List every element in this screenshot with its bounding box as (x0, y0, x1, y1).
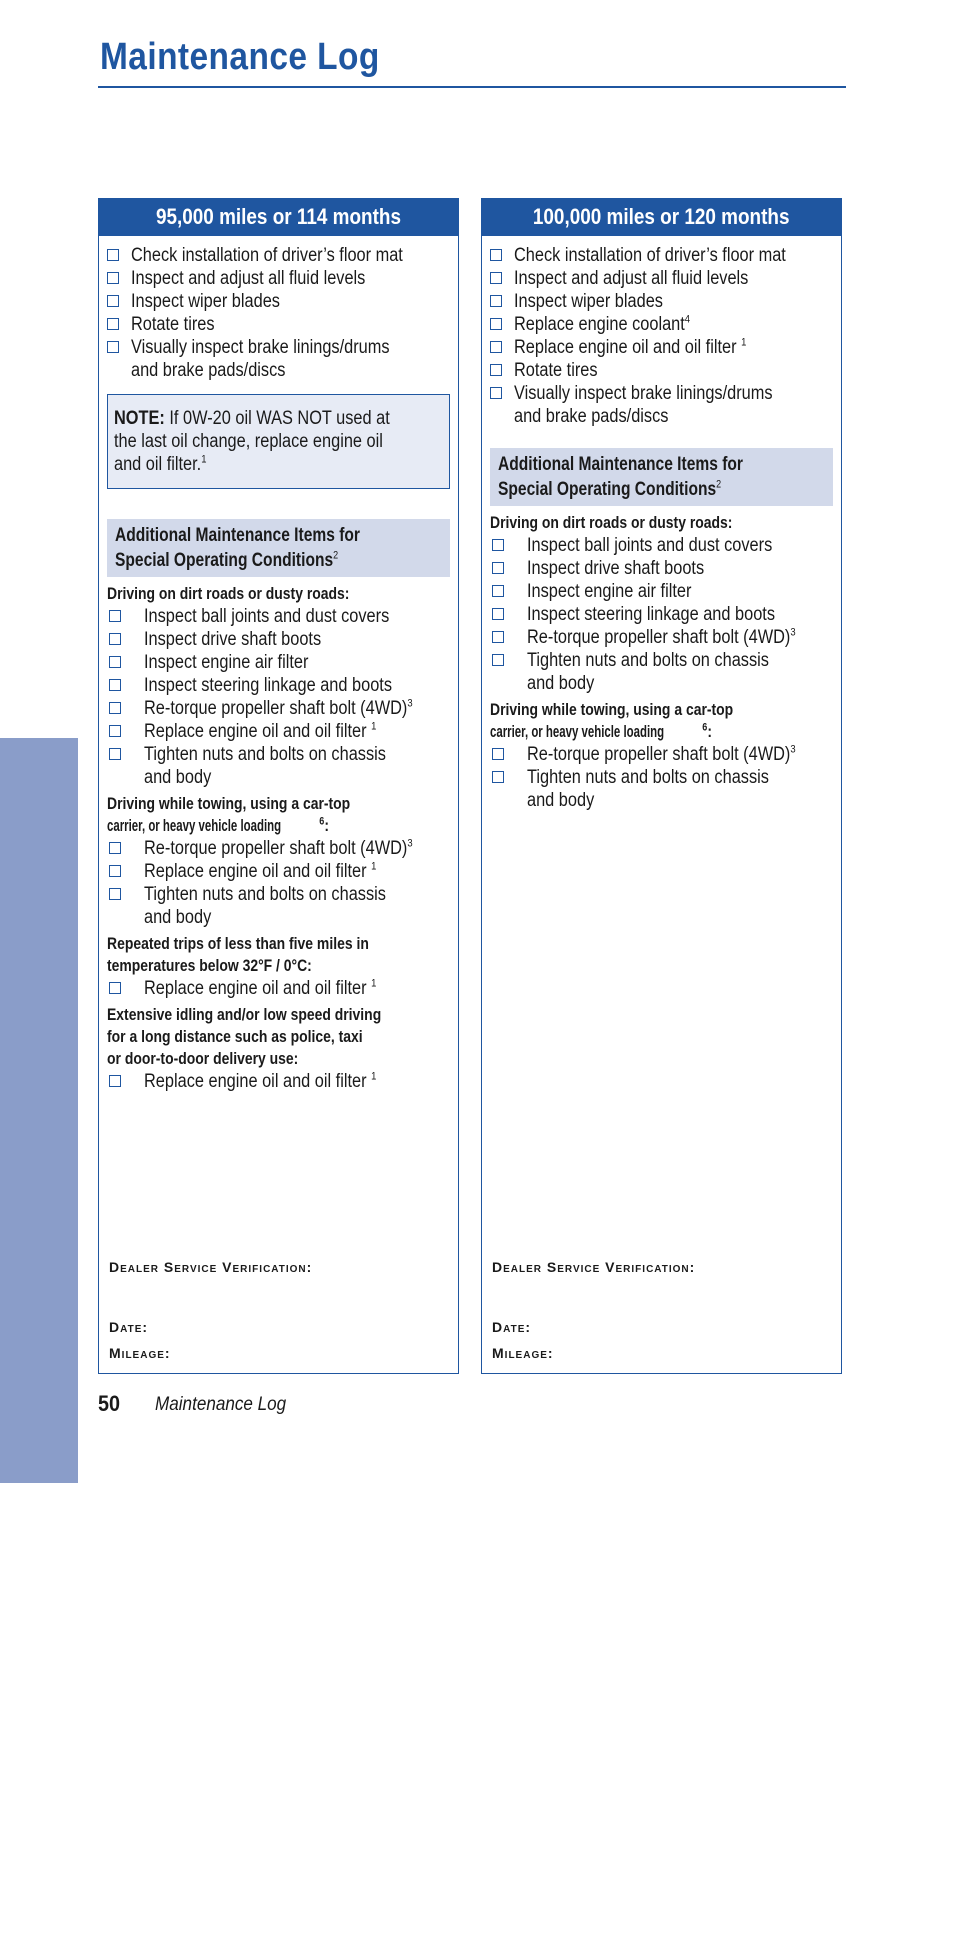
page-title: Maintenance Log (100, 36, 380, 78)
checkbox-icon[interactable] (490, 364, 502, 376)
page-number: 50 (98, 1391, 121, 1416)
condition-heading: Driving on dirt roads or dusty roads: (490, 513, 733, 532)
checklist-item[interactable]: Inspect and adjust all fluid levels (107, 267, 458, 290)
checkbox-icon[interactable] (109, 842, 121, 854)
checklist-item[interactable]: Replace engine oil and oil filter $^1$ (490, 336, 841, 359)
checkbox-icon[interactable] (109, 725, 121, 737)
checklist-item[interactable]: Replace engine oil and oil filter $^1$ (107, 720, 458, 743)
checkbox-icon[interactable] (490, 318, 502, 330)
checkbox-icon[interactable] (490, 295, 502, 307)
checklist-item[interactable]: Tighten nuts and bolts on chassisand body (107, 743, 458, 789)
checkbox-icon[interactable] (109, 679, 121, 691)
checkbox-icon[interactable] (492, 562, 504, 574)
dealer-verification-label: Dealer Service Verification: (109, 1259, 313, 1275)
checklist-item[interactable]: Re-torque propeller shaft bolt $(4WD)^3$ (490, 626, 841, 649)
checkbox-icon[interactable] (109, 633, 121, 645)
additional-items-heading: Additional Maintenance Items for Special Operating Conditions$^2$ (107, 519, 450, 577)
checklist-item[interactable]: Inspect steering linkage and boots (490, 603, 841, 626)
checklist-item[interactable]: Inspect wiper blades (107, 290, 458, 313)
condition-heading: Repeated trips of less than five miles in temperatures below 32°F / 0°C: (107, 934, 369, 975)
checkbox-icon[interactable] (107, 295, 119, 307)
date-label: Date: (492, 1319, 532, 1335)
checklist-item[interactable]: Tighten nuts and bolts on chassisand body (107, 883, 458, 929)
interval-100000-panel (481, 198, 842, 1374)
checklist-item[interactable]: Inspect drive shaft boots (490, 557, 841, 580)
footer-label: Maintenance Log (155, 1394, 287, 1415)
checkbox-icon[interactable] (107, 341, 119, 353)
checkbox-icon[interactable] (107, 249, 119, 261)
checkbox-icon[interactable] (490, 387, 502, 399)
interval-95000-panel (98, 198, 459, 1374)
checkbox-icon[interactable] (492, 608, 504, 620)
checklist-item[interactable]: Inspect drive shaft boots (107, 628, 458, 651)
oil-note: NOTE: If 0W-20 oil WAS NOT used at the last oil change, replace engine oil and oil filter.$^1$ (107, 394, 450, 489)
checkbox-icon[interactable] (492, 654, 504, 666)
checkbox-icon[interactable] (109, 1075, 121, 1087)
interval-heading: 95,000 miles or 114 months (98, 198, 459, 236)
checklist-item[interactable]: Inspect engine air filter (490, 580, 841, 603)
checkbox-icon[interactable] (109, 865, 121, 877)
checklist-item[interactable]: Tighten nuts and bolts on chassisand body (490, 766, 841, 812)
checkbox-icon[interactable] (107, 318, 119, 330)
mileage-label: Mileage: (492, 1345, 554, 1361)
checkbox-icon[interactable] (490, 341, 502, 353)
condition-heading: Driving on dirt roads or dusty roads: (107, 584, 350, 603)
checklist-item[interactable]: Inspect wiper blades (490, 290, 841, 313)
checkbox-icon[interactable] (492, 771, 504, 783)
checklist-item[interactable]: Inspect steering linkage and boots (107, 674, 458, 697)
checklist-item[interactable]: Rotate tires (490, 359, 841, 382)
checkbox-icon[interactable] (492, 748, 504, 760)
condition-heading: Extensive idling and/or low speed driving for a long distance such as police, taxi or door-to-door delivery use: (107, 1005, 382, 1068)
checklist-item[interactable]: Visually inspect brake linings/drumsand brake pads/discs (107, 336, 458, 382)
condition-heading: Driving while towing, using a car-top carrier, or heavy vehicle loading $^6$: (107, 794, 351, 835)
interval-heading: 100,000 miles or 120 months (481, 198, 842, 236)
checklist-item[interactable]: Re-torque propeller shaft bolt $(4WD)^3$ (490, 743, 841, 766)
checklist-item[interactable]: Inspect ball joints and dust covers (107, 605, 458, 628)
checklist-item[interactable]: Inspect ball joints and dust covers (490, 534, 841, 557)
checklist-item[interactable]: Inspect engine air filter (107, 651, 458, 674)
mileage-label: Mileage: (109, 1345, 171, 1361)
checklist-item[interactable]: Replace engine oil and oil filter $^1$ (107, 1070, 458, 1093)
checkbox-icon[interactable] (490, 272, 502, 284)
checklist-item[interactable]: Check installation of driver’s floor mat (490, 244, 841, 267)
additional-items-heading: Additional Maintenance Items for Special Operating Conditions$^2$ (490, 448, 833, 506)
checkbox-icon[interactable] (109, 748, 121, 760)
checklist-item[interactable]: Check installation of driver’s floor mat (107, 244, 458, 267)
checkbox-icon[interactable] (109, 982, 121, 994)
side-tab-label: MAINTENANCE (23, 1742, 54, 1953)
checklist-item[interactable]: Tighten nuts and bolts on chassisand body (490, 649, 841, 695)
checkbox-icon[interactable] (492, 631, 504, 643)
checkbox-icon[interactable] (109, 610, 121, 622)
section-side-tab (0, 738, 78, 1953)
checklist-item[interactable]: Rotate tires (107, 313, 458, 336)
checkbox-icon[interactable] (107, 272, 119, 284)
dealer-verification-label: Dealer Service Verification: (492, 1259, 696, 1275)
checkbox-icon[interactable] (490, 249, 502, 261)
checklist-item[interactable]: Replace engine oil and oil filter $^1$ (107, 860, 458, 883)
checklist-item[interactable]: Replace engine oil and oil filter $^1$ (107, 977, 458, 1000)
checklist-item[interactable]: Inspect and adjust all fluid levels (490, 267, 841, 290)
checkbox-icon[interactable] (109, 656, 121, 668)
date-label: Date: (109, 1319, 149, 1335)
checklist-item[interactable]: Re-torque propeller shaft bolt $(4WD)^3$ (107, 837, 458, 860)
checkbox-icon[interactable] (492, 585, 504, 597)
condition-heading: Driving while towing, using a car-top carrier, or heavy vehicle loading $^6$: (490, 700, 734, 741)
checkbox-icon[interactable] (109, 888, 121, 900)
checkbox-icon[interactable] (109, 702, 121, 714)
checklist-item[interactable]: Re-torque propeller shaft bolt $(4WD)^3$ (107, 697, 458, 720)
checklist-item[interactable]: Visually inspect brake linings/drumsand brake pads/discs (490, 382, 841, 428)
title-rule (98, 86, 846, 88)
checklist-item[interactable]: Replace engine coolant$^4$ (490, 313, 841, 336)
checkbox-icon[interactable] (492, 539, 504, 551)
